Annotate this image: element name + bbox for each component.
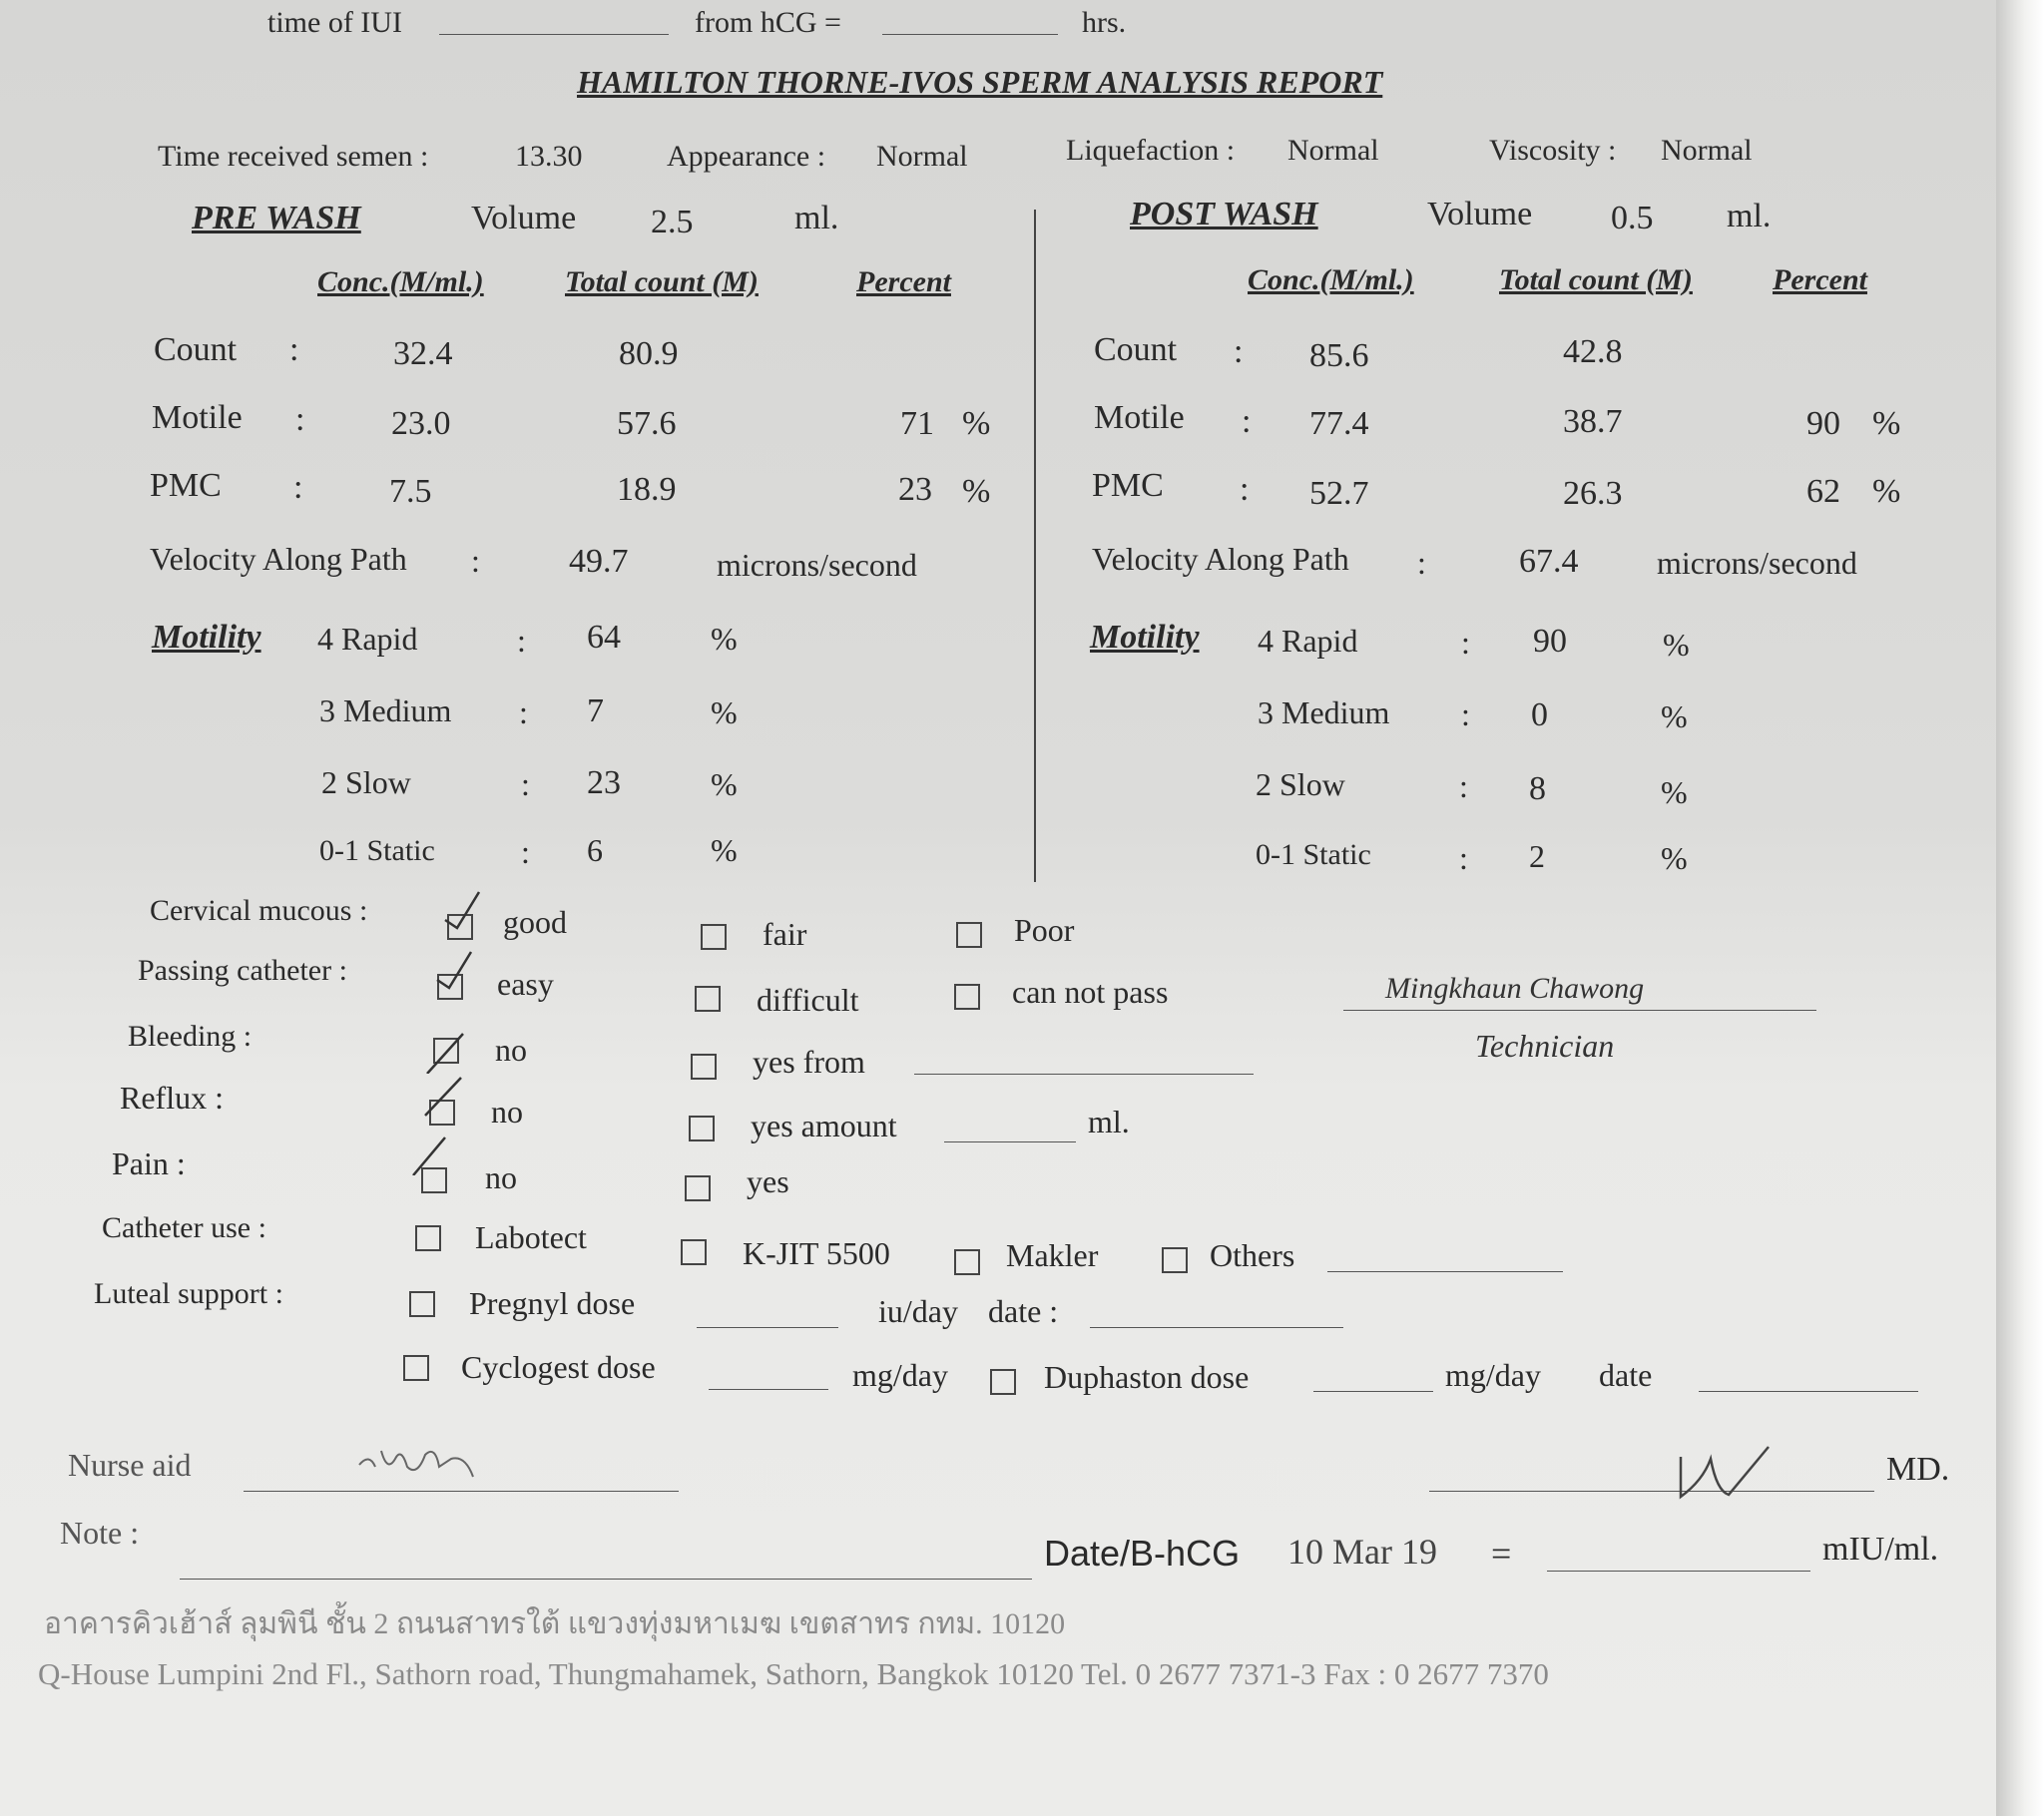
- address-thai: อาคารคิวเฮ้าส์ ลุมพินี ชั้น 2 ถนนสาทรใต้ แขวงทุ่งมหาเมฆ เขตสาทร กทม. 10120: [44, 1607, 1066, 1640]
- post-medium-pct: %: [1661, 698, 1688, 734]
- cyclogest-mg-day: mg/day: [852, 1357, 948, 1393]
- post-motile-total: 38.7: [1563, 403, 1623, 440]
- report-title: HAMILTON THORNE-IVOS SPERM ANALYSIS REPORT: [577, 64, 1383, 100]
- wash-divider: [1034, 210, 1036, 882]
- post-velocity-colon: :: [1417, 545, 1426, 581]
- duphaston-mg-day: mg/day: [1445, 1357, 1541, 1393]
- pre-velocity-unit: microns/second: [717, 547, 917, 583]
- yes-amount-label: yes amount: [751, 1108, 897, 1143]
- pre-motile-percent: 71: [900, 405, 934, 442]
- others-checkbox[interactable]: [1162, 1247, 1188, 1273]
- technician-title: Technician: [1475, 1028, 1615, 1064]
- post-pmc-pct-sign: %: [1872, 473, 1901, 510]
- pre-count-conc: 32.4: [393, 335, 453, 372]
- yes-from-label: yes from: [753, 1044, 865, 1080]
- viscosity-label: Viscosity :: [1489, 134, 1617, 167]
- note-line: [180, 1579, 1032, 1580]
- post-static-colon: :: [1459, 840, 1468, 876]
- md-signature-line: [1429, 1491, 1874, 1492]
- post-slow-colon: :: [1459, 768, 1468, 804]
- pregnyl-date-label: date :: [988, 1293, 1059, 1329]
- can-not-pass-label: can not pass: [1012, 974, 1169, 1010]
- page-edge: [1996, 0, 2044, 1816]
- hrs-label: hrs.: [1082, 6, 1127, 39]
- post-col-total: Total count (M): [1499, 263, 1693, 296]
- labotect-checkbox[interactable]: [415, 1225, 441, 1251]
- pre-velocity-colon: :: [471, 543, 480, 579]
- pre-volume-unit: ml.: [794, 200, 839, 236]
- pregnyl-label: Pregnyl dose: [469, 1285, 636, 1321]
- poor-label: Poor: [1014, 912, 1075, 948]
- post-medium-value: 0: [1531, 696, 1548, 733]
- technician-name: Mingkhaun Chawong: [1385, 972, 1645, 1005]
- appearance-label: Appearance :: [667, 140, 826, 173]
- pre-motile-pct-sign: %: [962, 405, 991, 442]
- time-of-iui-blank: [439, 34, 669, 35]
- from-hcg-blank: [882, 34, 1058, 35]
- md-label: MD.: [1886, 1451, 1950, 1488]
- post-volume-unit: ml.: [1727, 198, 1772, 234]
- post-pmc-percent: 62: [1806, 473, 1840, 510]
- kjit-label: K-JIT 5500: [743, 1235, 890, 1271]
- post-slow-value: 8: [1529, 770, 1546, 807]
- pain-yes-label: yes: [747, 1163, 789, 1199]
- pre-pmc-conc: 7.5: [389, 473, 432, 510]
- catheter-use-label: Catheter use :: [102, 1211, 266, 1244]
- duphaston-dose-blank: [1313, 1391, 1433, 1392]
- note-label: Note :: [60, 1515, 140, 1551]
- cyclogest-label: Cyclogest dose: [461, 1349, 656, 1385]
- pre-pmc-percent: 23: [898, 471, 932, 508]
- pregnyl-date-blank: [1090, 1327, 1343, 1328]
- post-count-label: Count: [1094, 331, 1178, 368]
- post-velocity-label: Velocity Along Path: [1092, 541, 1349, 577]
- nurse-aid-label: Nurse aid: [68, 1447, 192, 1483]
- pre-col-conc: Conc.(M/ml.): [317, 265, 484, 298]
- liquefaction-label: Liquefaction :: [1066, 134, 1236, 167]
- pre-static-pct: %: [711, 832, 738, 868]
- cyclogest-dose-blank: [709, 1389, 828, 1390]
- pre-motility-label: Motility: [152, 619, 261, 656]
- duphaston-checkbox[interactable]: [990, 1369, 1016, 1395]
- technician-signature-line: [1343, 1010, 1816, 1011]
- time-received-label: Time received semen :: [158, 140, 429, 173]
- pain-yes-checkbox[interactable]: [685, 1175, 711, 1201]
- reflux-no-label: no: [491, 1094, 523, 1130]
- date-bhcg-label: Date/B-hCG: [1044, 1533, 1241, 1574]
- cervical-mucous-label: Cervical mucous :: [150, 894, 368, 927]
- md-signature: [1673, 1441, 1777, 1503]
- difficult-label: difficult: [757, 982, 859, 1018]
- nurse-signature: [355, 1437, 479, 1487]
- post-col-percent: Percent: [1773, 263, 1867, 296]
- pre-medium-colon: :: [519, 694, 528, 730]
- post-pmc-conc: 52.7: [1309, 475, 1369, 512]
- pre-volume-label: Volume: [471, 200, 577, 236]
- pre-static-colon: :: [521, 834, 530, 870]
- post-pmc-total: 26.3: [1563, 475, 1623, 512]
- post-slow-pct: %: [1661, 774, 1688, 810]
- can-not-pass-checkbox[interactable]: [954, 984, 980, 1010]
- appearance-value: Normal: [876, 140, 968, 173]
- yes-amount-blank: [944, 1141, 1076, 1142]
- pre-motile-total: 57.6: [617, 405, 677, 442]
- pre-slow-colon: :: [521, 766, 530, 802]
- duphaston-date-blank: [1699, 1391, 1918, 1392]
- pre-pmc-pct-sign: %: [962, 473, 991, 510]
- pre-rapid-value: 64: [587, 619, 621, 656]
- post-wash-title: POST WASH: [1130, 196, 1318, 232]
- poor-checkbox[interactable]: [956, 922, 982, 948]
- pre-col-percent: Percent: [856, 265, 951, 298]
- pre-count-colon: :: [289, 331, 299, 368]
- post-static-label: 0-1 Static: [1256, 838, 1371, 871]
- pre-rapid-colon: :: [517, 623, 526, 659]
- check-mark-icon: [421, 1076, 463, 1118]
- easy-label: easy: [497, 966, 554, 1002]
- post-rapid-label: 4 Rapid: [1258, 623, 1358, 659]
- luteal-support-label: Luteal support :: [94, 1277, 283, 1310]
- pre-motile-label: Motile: [152, 399, 243, 436]
- pre-count-total: 80.9: [619, 335, 679, 372]
- pre-rapid-pct: %: [711, 621, 738, 657]
- pre-pmc-label: PMC: [150, 467, 222, 504]
- pre-motile-colon: :: [295, 401, 305, 438]
- bleeding-label: Bleeding :: [128, 1020, 253, 1053]
- liquefaction-value: Normal: [1287, 134, 1379, 167]
- bleeding-no-label: no: [495, 1032, 527, 1068]
- pre-static-value: 6: [587, 832, 603, 868]
- time-received-value: 13.30: [515, 140, 583, 173]
- post-rapid-colon: :: [1461, 625, 1470, 661]
- post-count-total: 42.8: [1563, 333, 1623, 370]
- post-volume-value: 0.5: [1611, 200, 1654, 236]
- check-mark-icon: [409, 1134, 451, 1175]
- post-velocity-value: 67.4: [1519, 543, 1579, 580]
- reflux-label: Reflux :: [120, 1080, 224, 1116]
- post-rapid-value: 90: [1533, 623, 1567, 660]
- pregnyl-dose-blank: [697, 1327, 838, 1328]
- pre-motile-conc: 23.0: [391, 405, 451, 442]
- pre-static-label: 0-1 Static: [319, 834, 435, 867]
- post-motile-pct-sign: %: [1872, 405, 1901, 442]
- pre-slow-label: 2 Slow: [321, 764, 411, 800]
- address-english: Q-House Lumpini 2nd Fl., Sathorn road, Thungmahamek, Sathorn, Bangkok 10120 Tel. 0 2677 7371-3 Fax : 0 2677 7370: [38, 1656, 1549, 1691]
- pre-slow-pct: %: [711, 766, 738, 802]
- post-velocity-unit: microns/second: [1657, 545, 1857, 581]
- pain-no-label: no: [485, 1159, 517, 1195]
- post-slow-label: 2 Slow: [1256, 766, 1345, 802]
- yes-from-checkbox[interactable]: [691, 1054, 717, 1080]
- yes-amount-checkbox[interactable]: [689, 1116, 715, 1141]
- yes-from-blank: [914, 1074, 1254, 1075]
- passing-catheter-label: Passing catheter :: [138, 954, 347, 987]
- post-motile-label: Motile: [1094, 399, 1185, 436]
- post-count-colon: :: [1234, 333, 1244, 370]
- good-label: good: [503, 904, 567, 940]
- cyclogest-checkbox[interactable]: [403, 1355, 429, 1381]
- bhcg-equals: =: [1491, 1534, 1512, 1574]
- post-motile-percent: 90: [1806, 405, 1840, 442]
- post-static-value: 2: [1529, 838, 1545, 874]
- pre-wash-title: PRE WASH: [192, 200, 361, 236]
- fair-checkbox[interactable]: [701, 924, 727, 950]
- reflux-ml-label: ml.: [1088, 1104, 1130, 1139]
- nurse-aid-signature-line: [244, 1491, 679, 1492]
- from-hcg-label: from hCG =: [695, 6, 841, 39]
- post-static-pct: %: [1661, 840, 1688, 876]
- others-label: Others: [1210, 1237, 1295, 1273]
- pain-label: Pain :: [112, 1145, 186, 1181]
- pre-rapid-label: 4 Rapid: [317, 621, 418, 657]
- post-col-conc: Conc.(M/ml.): [1248, 263, 1414, 296]
- post-pmc-label: PMC: [1092, 467, 1164, 504]
- difficult-checkbox[interactable]: [695, 986, 721, 1012]
- duphaston-date-label: date: [1599, 1357, 1653, 1393]
- post-count-conc: 85.6: [1309, 337, 1369, 374]
- iu-day-label: iu/day: [878, 1293, 958, 1329]
- post-motile-conc: 77.4: [1309, 405, 1369, 442]
- pre-medium-pct: %: [711, 694, 738, 730]
- pre-medium-value: 7: [587, 692, 604, 729]
- post-rapid-pct: %: [1663, 627, 1690, 663]
- check-mark-icon: [431, 948, 473, 990]
- pre-velocity-value: 49.7: [569, 543, 629, 580]
- post-motile-colon: :: [1242, 403, 1252, 440]
- labotect-label: Labotect: [475, 1219, 587, 1255]
- pre-medium-label: 3 Medium: [319, 692, 452, 728]
- others-blank: [1327, 1271, 1563, 1272]
- date-value: 10 Mar 19: [1287, 1532, 1437, 1572]
- pre-volume-value: 2.5: [651, 204, 694, 240]
- pre-pmc-total: 18.9: [617, 471, 677, 508]
- kjit-checkbox[interactable]: [681, 1239, 707, 1265]
- miu-label: mIU/ml.: [1822, 1531, 1939, 1568]
- check-mark-icon: [423, 1032, 465, 1074]
- fair-label: fair: [763, 916, 807, 952]
- pre-count-label: Count: [154, 331, 238, 368]
- duphaston-label: Duphaston dose: [1044, 1359, 1250, 1395]
- makler-checkbox[interactable]: [954, 1249, 980, 1275]
- pre-velocity-label: Velocity Along Path: [150, 541, 407, 577]
- bhcg-blank: [1547, 1571, 1810, 1572]
- makler-label: Makler: [1006, 1237, 1099, 1273]
- post-volume-label: Volume: [1427, 196, 1533, 232]
- post-medium-label: 3 Medium: [1258, 694, 1390, 730]
- pre-slow-value: 23: [587, 764, 621, 801]
- viscosity-value: Normal: [1661, 134, 1753, 167]
- check-mark-icon: [439, 888, 481, 930]
- pregnyl-checkbox[interactable]: [409, 1291, 435, 1317]
- pre-col-total: Total count (M): [565, 265, 759, 298]
- post-pmc-colon: :: [1240, 471, 1250, 508]
- post-medium-colon: :: [1461, 696, 1470, 732]
- post-motility-label: Motility: [1090, 619, 1200, 656]
- time-of-iui-label: time of IUI: [267, 6, 402, 39]
- pre-pmc-colon: :: [293, 469, 303, 506]
